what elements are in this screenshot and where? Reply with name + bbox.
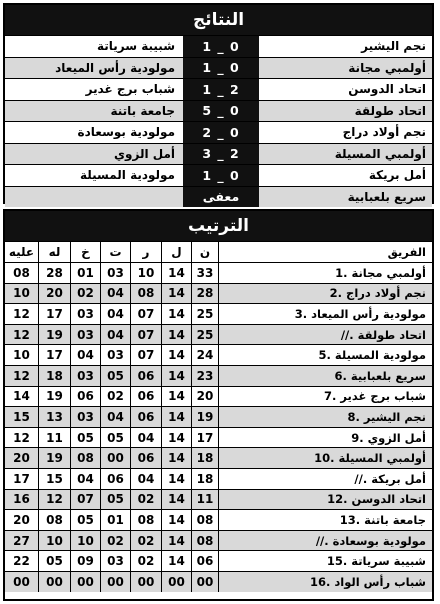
played: 14 (161, 387, 191, 407)
standings-panel (3, 209, 434, 601)
away-team (5, 187, 183, 208)
home-team: سريع بلعبابية (259, 187, 432, 208)
won: 02 (130, 531, 161, 551)
lost: 02 (70, 284, 100, 304)
won: 06 (130, 366, 161, 386)
points: 00 (191, 572, 218, 592)
table-row (5, 489, 432, 510)
points: 23 (191, 366, 218, 386)
goals-for: 17 (38, 304, 70, 324)
won: 02 (130, 490, 161, 510)
won: 04 (130, 428, 161, 448)
played: 00 (161, 572, 191, 592)
table-row (5, 262, 432, 283)
table-row (5, 468, 432, 489)
draw: 03 (100, 263, 130, 283)
draw: 05 (100, 366, 130, 386)
points: 19 (191, 407, 218, 427)
goals-against: 16 (5, 490, 38, 510)
table-row (5, 386, 432, 407)
goals-against: 12 (5, 325, 38, 345)
points: 06 (191, 551, 218, 571)
result-row (5, 143, 432, 165)
points: 20 (191, 387, 218, 407)
results-title: النتائج (5, 5, 432, 35)
draw: 04 (100, 284, 130, 304)
points: 28 (191, 284, 218, 304)
lost: 05 (70, 428, 100, 448)
header-goals-for: له (38, 242, 70, 262)
draw: 04 (100, 325, 130, 345)
played: 14 (161, 428, 191, 448)
team-name: 1. أولمبي مجانة (218, 263, 432, 283)
table-row (5, 530, 432, 551)
header-draw: ت (100, 242, 130, 262)
results-panel (3, 3, 434, 204)
goals-for: 18 (38, 366, 70, 386)
won: 07 (130, 345, 161, 365)
draw: 03 (100, 345, 130, 365)
played: 14 (161, 448, 191, 468)
team-name: //. اتحاد طولقة (218, 325, 432, 345)
won: 10 (130, 263, 161, 283)
goals-for: 10 (38, 531, 70, 551)
points: 33 (191, 263, 218, 283)
home-team: نجم أولاد دراج (342, 125, 426, 140)
played: 14 (161, 510, 191, 530)
team-name: 9. أمل الزوي (218, 428, 432, 448)
result-row (5, 78, 432, 100)
played: 14 (161, 407, 191, 427)
goals-for: 28 (38, 263, 70, 283)
won: 07 (130, 325, 161, 345)
lost: 09 (70, 551, 100, 571)
away-team: مولودية بوسعادة (77, 125, 175, 140)
table-row (5, 427, 432, 448)
table-row (5, 365, 432, 386)
lost: 05 (70, 510, 100, 530)
team-name: 16. شباب رأس الواد (218, 572, 432, 592)
points: 08 (191, 510, 218, 530)
header-won: ر (130, 242, 161, 262)
match-score: معفى (183, 187, 259, 208)
table-row (5, 571, 432, 592)
draw: 00 (100, 572, 130, 592)
away-team: شبيبة سرياتة (96, 39, 175, 54)
lost: 10 (70, 531, 100, 551)
match-score: 3 _ 2 (183, 144, 259, 165)
played: 14 (161, 345, 191, 365)
goals-for: 19 (38, 325, 70, 345)
played: 14 (161, 325, 191, 345)
draw: 04 (100, 407, 130, 427)
home-team: أولمبي المسيلة (259, 144, 432, 165)
away-team: جامعة باتنة (5, 101, 183, 122)
points: 25 (191, 325, 218, 345)
result-row (5, 164, 432, 186)
result-row (5, 100, 432, 122)
draw: 03 (100, 551, 130, 571)
goals-against: 12 (13, 306, 30, 321)
home-team: أولمبي مجانة (259, 58, 432, 79)
goals-for: 20 (38, 284, 70, 304)
lost: 08 (70, 448, 100, 468)
header-points: ن (191, 242, 218, 262)
played: 14 (161, 284, 191, 304)
points: 18 (191, 448, 218, 468)
team-name: 10. أولمبي المسيلة (218, 448, 432, 468)
goals-against: 17 (13, 471, 30, 486)
points: 11 (191, 490, 218, 510)
team-name: 12. اتحاد الدوسن (218, 490, 432, 510)
draw: 02 (100, 531, 130, 551)
goals-against: 08 (13, 265, 30, 280)
goals-for: 00 (38, 572, 70, 592)
lost: 04 (70, 345, 100, 365)
draw: 06 (100, 469, 130, 489)
away-team: مولودية رأس الميعاد (5, 58, 183, 79)
points: 24 (191, 345, 218, 365)
standings-title: الترتيب (5, 211, 432, 241)
goals-for: 19 (38, 448, 70, 468)
results-list (5, 35, 432, 207)
header-goals-against: عليه (8, 245, 35, 259)
away-team: شباب برج غدير (85, 82, 175, 97)
played: 14 (161, 304, 191, 324)
goals-against: 10 (5, 284, 38, 304)
goals-against: 00 (5, 572, 38, 592)
team-name: 2. نجم أولاد دراج (218, 284, 432, 304)
table-row (5, 550, 432, 571)
won: 08 (130, 510, 161, 530)
points: 18 (191, 469, 218, 489)
header-played: ل (161, 242, 191, 262)
goals-for: 08 (38, 510, 70, 530)
won: 07 (130, 304, 161, 324)
won: 06 (130, 407, 161, 427)
lost: 03 (70, 407, 100, 427)
won: 04 (130, 469, 161, 489)
won: 00 (130, 572, 161, 592)
table-row (5, 283, 432, 304)
team-name: 7. شباب برج غدير (218, 387, 432, 407)
won: 08 (130, 284, 161, 304)
lost: 03 (70, 325, 100, 345)
team-name: 13. جامعة باتنة (218, 510, 432, 530)
played: 14 (161, 490, 191, 510)
goals-against: 14 (13, 389, 30, 404)
goals-for: 17 (38, 345, 70, 365)
match-score: 2 _ 0 (183, 122, 259, 143)
points: 17 (191, 428, 218, 448)
team-name: 15. شبيبة سرياتة (218, 551, 432, 571)
goals-for: 11 (38, 428, 70, 448)
home-team: اتحاد الدوسن (348, 82, 426, 97)
home-team: أمل بريكة (368, 168, 426, 183)
team-name: 5. مولودية المسيلة (218, 345, 432, 365)
away-team: أمل الزوي (5, 144, 183, 165)
points: 25 (191, 304, 218, 324)
lost: 03 (70, 304, 100, 324)
won: 02 (130, 551, 161, 571)
result-row (5, 57, 432, 79)
lost: 01 (70, 263, 100, 283)
lost: 04 (70, 469, 100, 489)
goals-for: 15 (38, 469, 70, 489)
home-team: نجم اليشير (361, 39, 426, 54)
lost: 03 (70, 366, 100, 386)
goals-for: 13 (38, 407, 70, 427)
team-name: 8. نجم اليشير (218, 407, 432, 427)
result-row (5, 121, 432, 143)
table-row (5, 509, 432, 530)
team-name: //. مولودية بوسعادة (218, 531, 432, 551)
goals-for: 05 (38, 551, 70, 571)
draw: 00 (100, 448, 130, 468)
played: 14 (161, 366, 191, 386)
table-row (5, 406, 432, 427)
match-score: 1 _ 2 (183, 79, 259, 100)
standings-header-row (5, 241, 432, 262)
goals-against: 22 (13, 554, 30, 569)
goals-against: 10 (13, 348, 30, 363)
goals-for: 12 (38, 490, 70, 510)
header-lost: خ (70, 242, 100, 262)
draw: 05 (100, 428, 130, 448)
table-row (5, 303, 432, 324)
played: 14 (161, 551, 191, 571)
result-row (5, 186, 432, 208)
played: 14 (161, 263, 191, 283)
played: 14 (161, 469, 191, 489)
lost: 06 (70, 387, 100, 407)
header-team: الفريق (218, 242, 432, 262)
lost: 00 (70, 572, 100, 592)
result-row (5, 35, 432, 57)
draw: 01 (100, 510, 130, 530)
standings-table (5, 262, 432, 592)
goals-against: 12 (5, 366, 38, 386)
draw: 05 (100, 490, 130, 510)
goals-against: 27 (5, 531, 38, 551)
table-row (5, 344, 432, 365)
match-score: 5 _ 0 (183, 101, 259, 122)
points: 08 (191, 531, 218, 551)
away-team: مولودية المسيلة (79, 168, 175, 183)
played: 14 (161, 531, 191, 551)
goals-for: 19 (38, 387, 70, 407)
goals-against: 20 (5, 448, 38, 468)
home-team: اتحاد طولقة (259, 101, 432, 122)
goals-against: 15 (5, 407, 38, 427)
draw: 04 (100, 304, 130, 324)
team-name: //. أمل بريكة (218, 469, 432, 489)
team-name: 3. مولودية رأس الميعاد (218, 304, 432, 324)
draw: 02 (100, 387, 130, 407)
match-score: 1 _ 0 (183, 165, 259, 186)
won: 06 (130, 448, 161, 468)
match-score: 1 _ 0 (183, 58, 259, 79)
goals-against: 20 (13, 512, 30, 527)
goals-against: 12 (13, 430, 30, 445)
table-row (5, 447, 432, 468)
won: 06 (130, 387, 161, 407)
match-score: 1 _ 0 (183, 36, 259, 57)
team-name: 6. سريع بلعبابية (218, 366, 432, 386)
lost: 07 (70, 490, 100, 510)
table-row (5, 324, 432, 345)
